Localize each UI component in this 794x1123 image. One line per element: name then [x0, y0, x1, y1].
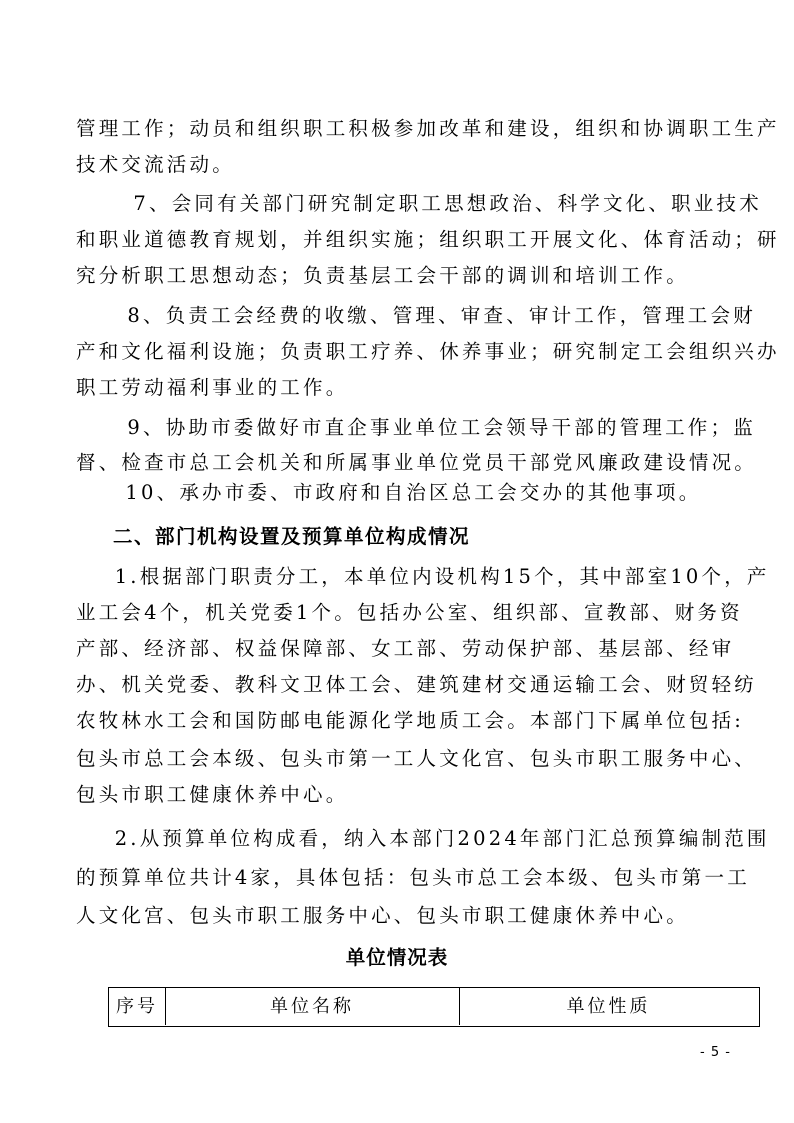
- table-header-unit-nature: 单位性质: [566, 996, 651, 1017]
- table-header-unit-name: 单位名称: [165, 988, 460, 1025]
- body-line: 职工劳动福利事业的工作。: [76, 376, 349, 399]
- body-line: 10、承办市委、市政府和自治区总工会交办的其他事项。: [80, 481, 702, 504]
- section-line: 2.从预算单位构成看，纳入本部门2024年部门汇总预算编制范围: [92, 827, 770, 850]
- body-line: 9、协助市委做好市直企事业单位工会领导干部的管理工作；监: [82, 416, 756, 439]
- page-number: - 5 -: [700, 1045, 731, 1060]
- section-heading: 二、部门机构设置及预算单位构成情况: [113, 525, 471, 548]
- section-line: 包头市职工健康休养中心。: [76, 783, 349, 806]
- section-line: 业工会4个，机关党委1个。包括办公室、组织部、宣教部、财务资: [76, 601, 743, 624]
- body-line: 究分析职工思想动态；负责基层工会干部的调训和培训工作。: [76, 264, 689, 287]
- unit-table-header-row: [108, 987, 760, 1027]
- section-line: 1.根据部门职责分工，本单位内设机构15个，其中部室10个，产: [92, 565, 770, 588]
- body-line: 管理工作；动员和组织职工积极参加改革和建设，组织和协调职工生产: [76, 117, 780, 140]
- body-line: 督、检查市总工会机关和所属事业单位党员干部党风廉政建设情况。: [76, 451, 758, 474]
- section-line: 产部、经济部、权益保障部、女工部、劳动保护部、基层部、经审: [76, 637, 735, 660]
- body-line: 8、负责工会经费的收缴、管理、审查、审计工作，管理工会财: [82, 304, 756, 327]
- body-line: 技术交流活动。: [76, 153, 235, 176]
- section-line: 包头市总工会本级、包头市第一工人文化宫、包头市职工服务中心、: [76, 747, 758, 770]
- section-line: 办、机关党委、教科文卫体工会、建筑建材交通运输工会、财贸轻纺: [76, 673, 758, 696]
- section-line: 的预算单位共计4家，具体包括：包头市总工会本级、包头市第一工: [76, 866, 750, 889]
- table-header-index: 序号: [109, 988, 166, 1025]
- table-title: 单位情况表: [345, 946, 449, 969]
- body-line: 7、会同有关部门研究制定职工思想政治、科学文化、职业技术: [88, 192, 762, 215]
- body-line: 和职业道德教育规划，并组织实施；组织职工开展文化、体育活动；研: [76, 228, 780, 251]
- section-line: 农牧林水工会和国防邮电能源化学地质工会。本部门下属单位包括:: [76, 709, 745, 732]
- body-line: 产和文化福利设施；负责职工疗养、休养事业；研究制定工会组织兴办: [76, 340, 780, 363]
- section-line: 人文化宫、包头市职工服务中心、包头市职工健康休养中心。: [76, 904, 689, 927]
